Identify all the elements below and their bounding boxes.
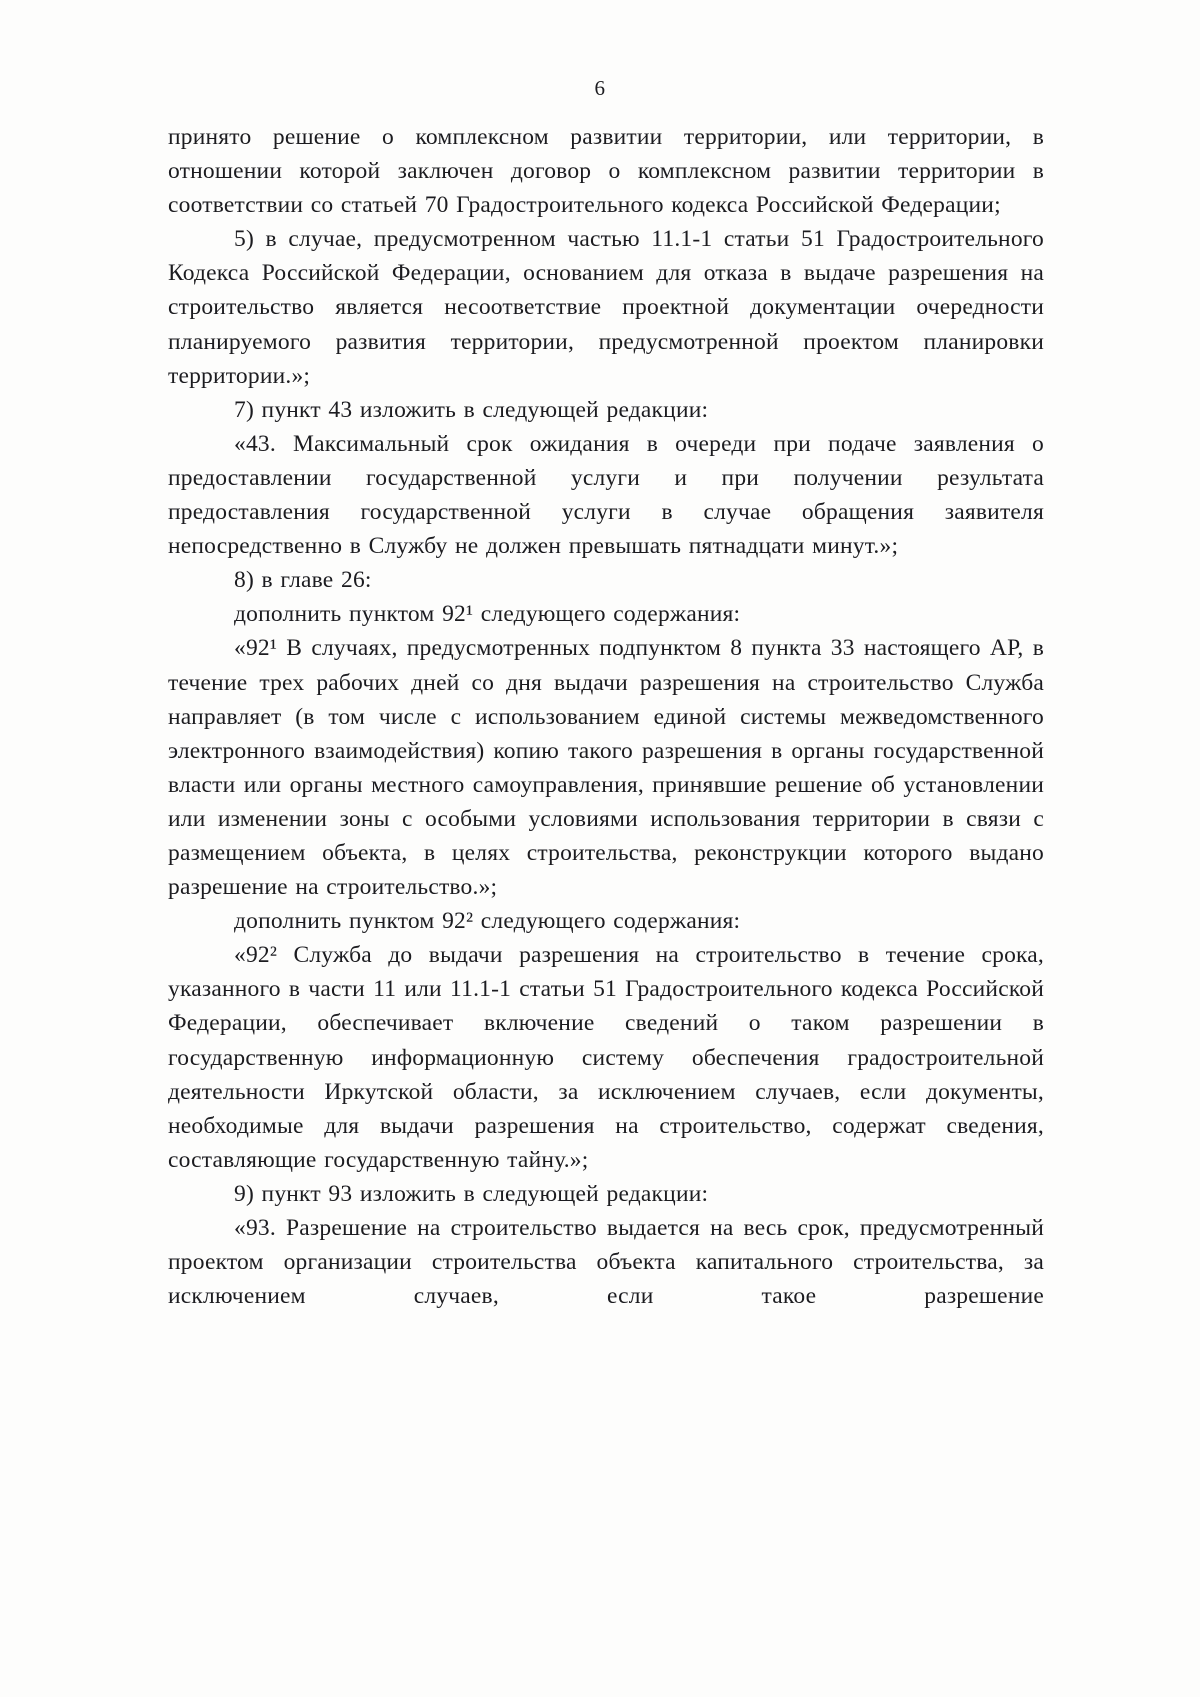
paragraph: дополнить пунктом 92¹ следующего содержания:	[234, 601, 741, 628]
paragraph: «92² Служба до выдачи разрешения на строительство в течение срока, указанного в части 11 или 11.1-1 статьи 51 Градостроительного кодекса Российской Федерации, обеспечивает включение сведений о таком разрешении в государственную информационную систему обеспечения градостроительной деятельности Иркутской области, за исключением случаев, если документы, необходимые для выдачи разрешения на строительство, содержат сведения, составляющие государственную тайну.»;	[168, 942, 1044, 1173]
paragraph: 8) в главе 26:	[234, 567, 372, 594]
paragraph: «93. Разрешение на строительство выдается на весь срок, предусмотренный проектом организации строительства объекта капитального строительства, за исключением случаев, если такое разрешение	[168, 1215, 1044, 1310]
page-number: 6	[594, 76, 606, 100]
document-body	[168, 120, 1044, 1313]
paragraph: «43. Максимальный срок ожидания в очереди при подаче заявления о предоставлении государственной услуги и при получении результата предоставления государственной услуги в случае обращения заявителя непосредственно в Службу не должен превышать пятнадцати минут.»;	[168, 430, 1044, 560]
paragraph: 7) пункт 43 изложить в следующей редакции:	[234, 396, 709, 423]
paragraph: принято решение о комплексном развитии территории, или территории, в отношении которой заключен договор о комплексном развитии территории в соответствии со статьей 70 Градостроительного кодекса Российской Федерации;	[168, 124, 1044, 219]
paragraph: дополнить пунктом 92² следующего содержания:	[234, 908, 741, 935]
paragraph: 9) пункт 93 изложить в следующей редакции:	[234, 1180, 709, 1207]
paragraph: «92¹ В случаях, предусмотренных подпунктом 8 пункта 33 настоящего АР, в течение трех рабочих дней со дня выдачи разрешения на строительство Служба направляет (в том числе с использованием единой системы межведомственного электронного взаимодействия) копию такого разрешения в органы государственной власти или органы местного самоуправления, принявшие решение об установлении или изменении зоны с особыми условиями использования территории в связи с размещением объекта, в целях строительства, реконструкции которого выдано разрешение на строительство.»;	[168, 635, 1044, 901]
paragraph: 5) в случае, предусмотренном частью 11.1-1 статьи 51 Градостроительного Кодекса Российской Федерации, основанием для отказа в выдаче разрешения на строительство является несоответствие проектной документации очередности планируемого развития территории, предусмотренной проектом планировки территории.»;	[168, 226, 1044, 389]
